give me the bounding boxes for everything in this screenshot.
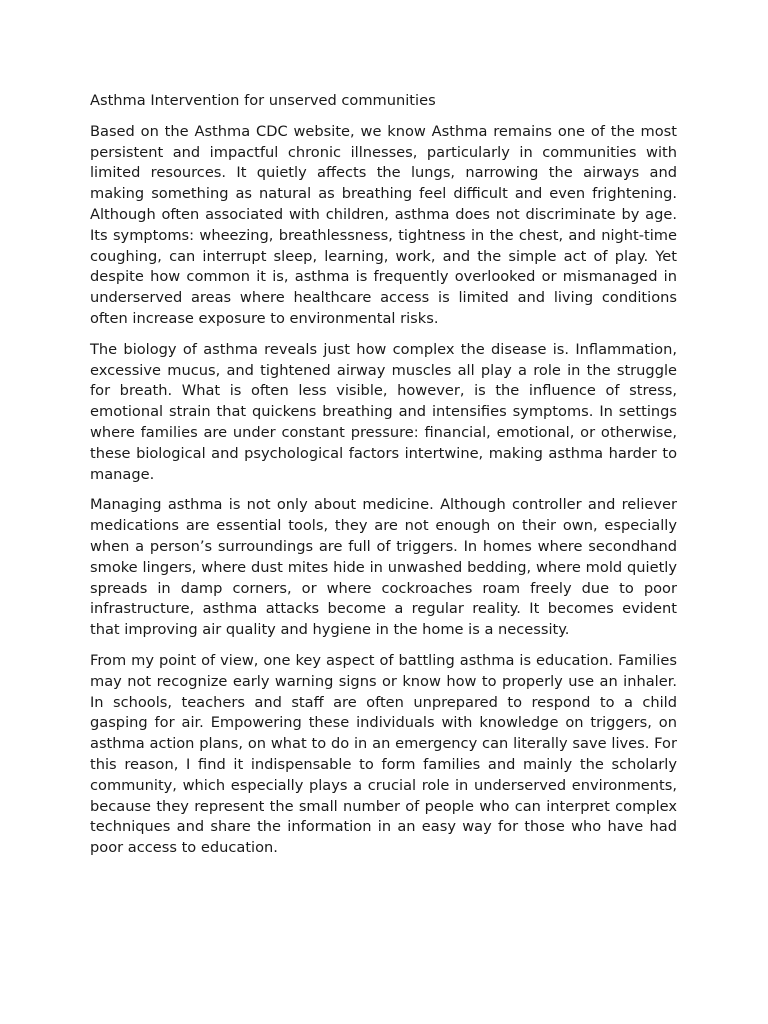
paragraph-biology: The biology of asthma reveals just how complex the disease is. Inflammation, excessive mucus, and tightened airway muscles all play a role in the struggle for breath. What is often less visible, however, is the influence of stress, emotional strain that quickens breathing and intensifies symptoms. In settings where families are under constant pressure: financial, emotional, or otherwise, these biological and psychological factors intertwine, making asthma harder to manage.	[90, 340, 677, 483]
paragraph-intro: Based on the Asthma CDC website, we know Asthma remains one of the most persistent and impactful chronic illnesses, particularly in communities with limited resources. It quietly affects the lungs, narrowing the airways and making something as natural as breathing feel difficult and even frightening. Although often associated with children, asthma does not discriminate by age. Its symptoms: wheezing, breathlessness, tightness in the chest, and night-time coughing, can interrupt sleep, learning, work, and the simple act of play. Yet despite how common it is, asthma is frequently overlooked or mismanaged in underserved areas where healthcare access is limited and living conditions often increase exposure to environmental risks.	[90, 122, 677, 327]
paragraph-education: From my point of view, one key aspect of battling asthma is education. Families may not recognize early warning signs or know how to properly use an inhaler. In schools, teachers and staff are often unprepared to respond to a child gasping for air. Empowering these individuals with knowledge on triggers, on asthma action plans, on what to do in an emergency can literally save lives. For this reason, I find it indispensable to form families and mainly the scholarly community, which especially plays a crucial role in underserved environments, because they represent the small number of people who can interpret complex techniques and share the information in an easy way for those who have had poor access to education.	[90, 651, 677, 857]
document-body	[90, 91, 677, 869]
paragraph-management: Managing asthma is not only about medicine. Although controller and reliever medications are essential tools, they are not enough on their own, especially when a person’s surroundings are full of triggers. In homes where secondhand smoke lingers, where dust mites hide in unwashed bedding, where mold quietly spreads in damp corners, or where cockroaches roam freely due to poor infrastructure, asthma attacks become a regular reality. It becomes evident that improving air quality and hygiene in the home is a necessity.	[90, 496, 677, 639]
document-title: Asthma Intervention for unserved communities	[90, 92, 436, 109]
